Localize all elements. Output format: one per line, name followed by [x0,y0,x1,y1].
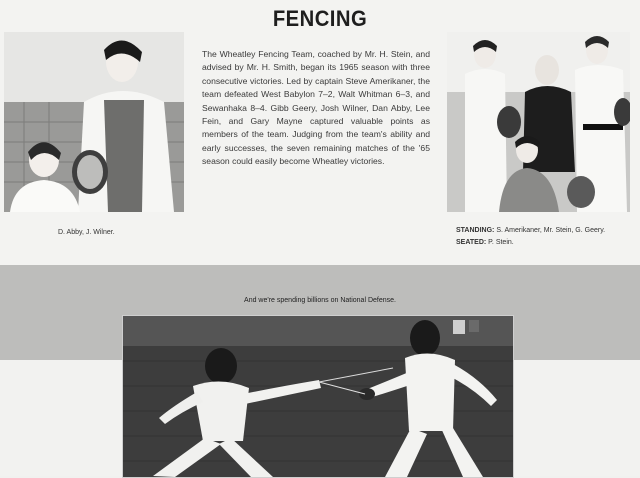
caption-standing-label: STANDING: [456,227,495,234]
caption-bottom-photo: And we're spending billions on National Defense. [244,297,396,304]
photo-team-group [447,32,630,212]
caption-standing-names: S. Amerikaner, Mr. Stein, G. Geery. [494,227,606,234]
caption-right-photo [456,225,632,249]
caption-seated-label: SEATED: [456,239,487,246]
photo-abby-wilner [4,32,184,212]
article-text: The Wheatley Fencing Team, coached by Mr. H. Stein, and advised by Mr. H. Smith, began its 1965 season with three consecutive victories. Led by captain Steve Amerikaner, the team defeated West Babylon 7–2, Walt Whitman 6–3, and Sewanhaka 8–4. Gibb Geery, Josh Wilner, Dan Abby, Lee Fein, and Gary Mayne captured valuable points as members of the team. Judging from the team's ability and early successes, the seven remaining matches of the '65 season could easily become Wheatley victories. [202,49,430,167]
page-title: FENCING [272,6,368,31]
photo-fencing-bout [122,315,514,478]
caption-seated-names: P. Stein. [486,239,514,246]
caption-left-photo: D. Abby, J. Wilner. [58,229,115,236]
